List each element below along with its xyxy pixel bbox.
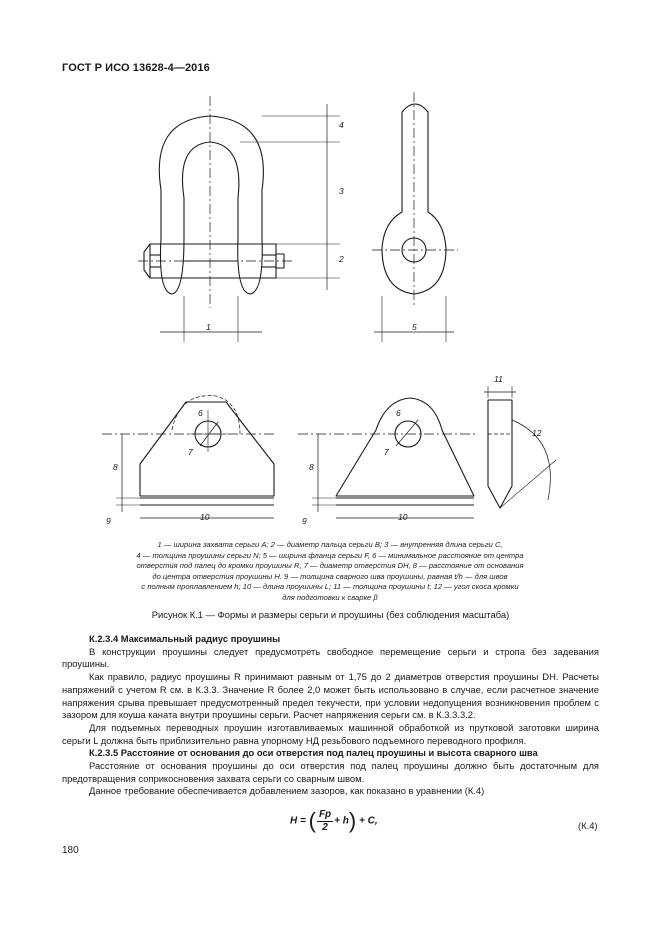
shackle-drawing — [138, 96, 340, 342]
dim-label-7: 7 — [188, 447, 193, 457]
dim-label-9b: 9 — [302, 516, 307, 526]
paragraph: Как правило, радиус проушины R принимают равным от 1,75 до 2 диаметров отверстия проушины DH. Расчеты напряжений с учетом R см. в К.3.3. Значение R более 2,0 может быть использовано в случае, если расчетное значение напряжения срыва превышает предусмотренный предел текучести, при условии недопущения возникновения проблем с зазором для коуша каната внутри проушины серьги. Расчет напряжения серьги см. в К.3.3.3.2. — [62, 671, 599, 721]
paragraph: Данное требование обеспечивается добавлением зазоров, как показано в уравнении (К.4) — [89, 785, 485, 797]
paragraph: Для подъемных переводных проушин изготавливаемых машинной обработкой из прутковой заготовки ширина серьги L должна быть приблизительно равна упорному НД резьбового подъемного переводного профиля. — [62, 721, 599, 746]
document-header: ГОСТ Р ИСО 13628-4—2016 — [62, 62, 210, 74]
dim-label-7b: 7 — [384, 447, 389, 457]
dim-label-8b: 8 — [309, 462, 314, 472]
body-text — [62, 633, 599, 798]
paragraph: В конструкции проушины следует предусмотреть свободное перемещение серьги и стропа без задевания проушины. — [62, 645, 599, 670]
dim-label-6: 6 — [198, 408, 203, 418]
dim-label-2: 2 — [339, 254, 344, 264]
formula-denominator: 2 — [322, 821, 328, 833]
formula-numerator: Fp — [318, 808, 332, 820]
formula-tail: + C, — [359, 815, 378, 827]
page-number: 180 — [62, 845, 79, 856]
dim-label-9: 9 — [106, 516, 111, 526]
legend-line: с полным проплавлением h; 10 — длина проушины L; 11 — толщина проушины t; 12 — угол скоса кромки — [141, 582, 519, 592]
formula-lhs: H = — [290, 815, 306, 827]
section-heading: К.2.3.4 Максимальный радиус проушины — [89, 633, 281, 644]
figure-legend — [100, 540, 560, 604]
padeye-side — [484, 386, 556, 508]
legend-line: 4 — толщина проушины серьги N; 5 — ширина фланца серьги F, 6 — минимальное расстояние от центра — [136, 550, 524, 560]
formula-plus-h: + h — [334, 815, 349, 827]
equation-k4: H = ( $\frac{Fp}{2}$ + h) + C, — [290, 808, 378, 833]
paragraph: Расстояние от основания проушины до оси отверстия под палец проушины должно быть достаточным для предотвращения соприкосновения захвата серьги со сварным швом. — [62, 760, 599, 784]
shackle-side-view — [372, 92, 458, 342]
legend-line: отверстия под палец до кромки проушины R, 7 — диаметр отверстия DH, 8 — расстояние от основания — [136, 561, 524, 571]
legend-line: для подготовки к сварке β — [282, 592, 378, 602]
figure-caption: Рисунок К.1 — Формы и размеры серьги и проушины (без соблюдения масштаба) — [151, 609, 510, 620]
dim-label-4: 4 — [339, 120, 344, 130]
dim-label-11: 11 — [494, 374, 503, 384]
dim-label-5: 5 — [412, 322, 417, 332]
padeye-right — [298, 398, 476, 518]
legend-line: до центра отверстия проушины H. 9 — толщина сварного шва проушины, равная t/h — для швов — [152, 571, 508, 581]
dim-label-6b: 6 — [396, 408, 401, 418]
legend-line: 1 — ширина захвата серьги A; 2 — диаметр пальца серьги B; 3 — внутренняя длина серьги C, — [157, 540, 503, 549]
formula-fraction — [317, 809, 333, 834]
equation-number: (К.4) — [578, 820, 598, 831]
dim-label-12: 12 — [532, 428, 542, 438]
dim-label-10: 10 — [200, 512, 210, 522]
dim-label-1: 1 — [206, 322, 211, 332]
dim-label-8: 8 — [113, 462, 118, 472]
dim-label-10b: 10 — [398, 512, 408, 522]
dim-label-3: 3 — [339, 186, 344, 196]
section-heading: К.2.3.5 Расстояние от основания до оси отверстия под палец проушины и высота сварного шва — [89, 747, 538, 759]
